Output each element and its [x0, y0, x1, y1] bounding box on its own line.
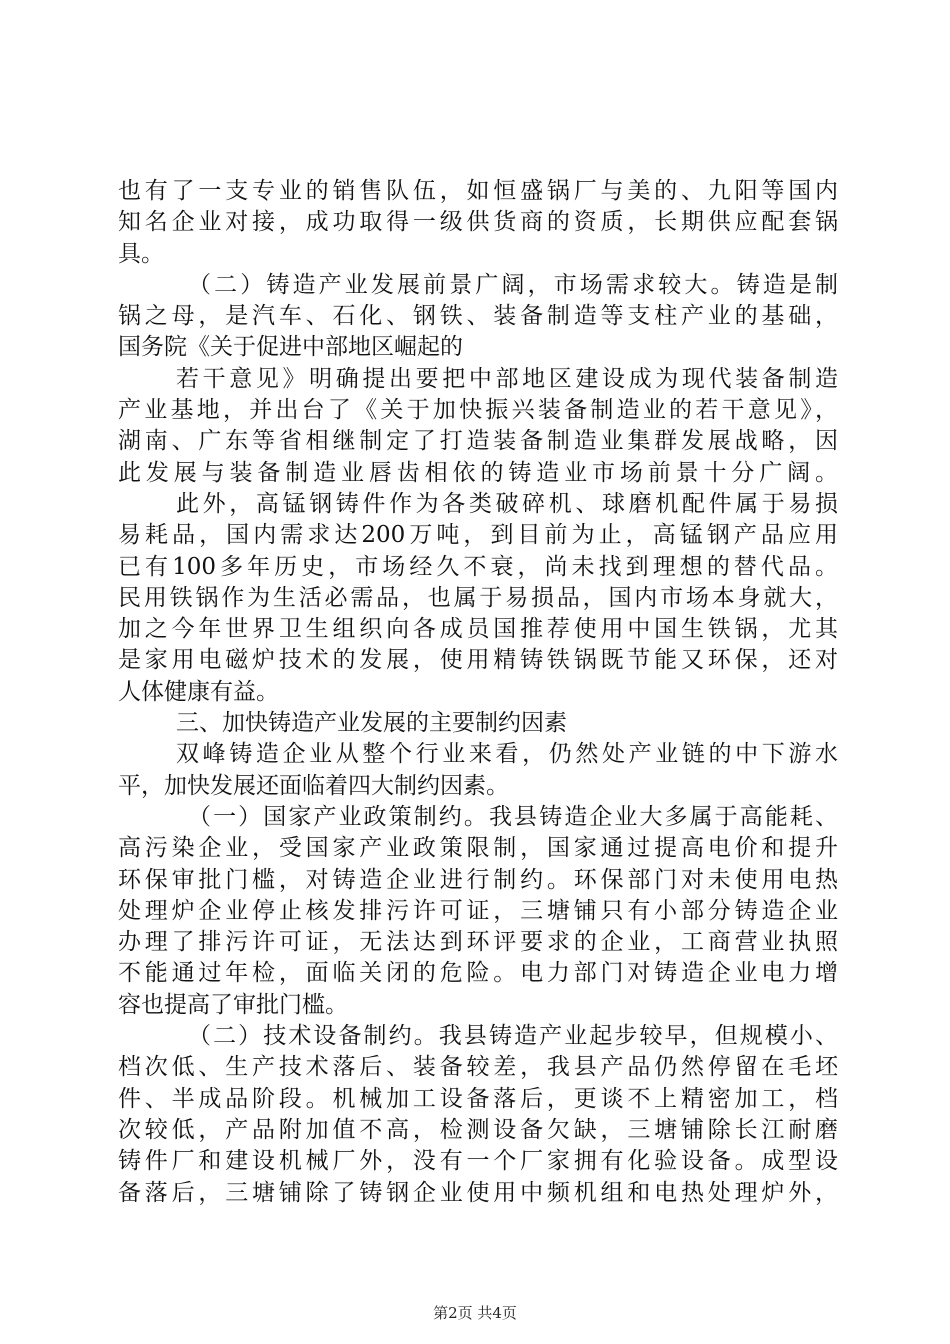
- paragraph-start-line: 双峰铸造企业从整个行业来看，仍然处产业链的中下游水: [176, 741, 838, 768]
- text-line: 加之今年世界卫生组织向各成员国推荐使用中国生铁锅，尤其: [118, 616, 838, 643]
- text-line: 件、半成品阶段。机械加工设备落后，更谈不上精密加工，档: [118, 1085, 838, 1112]
- text-line: 已有100多年历史，市场经久不衰，尚未找到理想的替代品。: [118, 553, 838, 580]
- text-line: 容也提高了审批门槛。: [118, 991, 348, 1018]
- page-footer: 第2页 共4页: [433, 1304, 517, 1322]
- paragraph-start-line: 此外，高锰钢铸件作为各类破碎机、球磨机配件属于易损: [176, 490, 838, 517]
- paragraph-start-line: （一）国家产业政策制约。我县铸造企业大多属于高能耗、: [188, 803, 838, 830]
- text-line: 高污染企业，受国家产业政策限制，国家通过提高电价和提升: [118, 835, 838, 862]
- paragraph-start-line: （二）铸造产业发展前景广阔，市场需求较大。铸造是制: [188, 271, 838, 298]
- text-line: 国务院《关于促进中部地区崛起的: [118, 334, 463, 361]
- text-line: 人体健康有益。: [118, 678, 279, 705]
- text-line: 处理炉企业停止核发排污许可证，三塘铺只有小部分铸造企业: [118, 897, 838, 924]
- text-line: 环保审批门槛，对铸造企业进行制约。环保部门对未使用电热: [118, 866, 838, 893]
- text-line: 民用铁锅作为生活必需品，也属于易损品，国内市场本身就大，: [118, 584, 838, 611]
- text-line: 易耗品，国内需求达200万吨，到目前为止，高锰钢产品应用: [118, 522, 838, 549]
- text-line: 是家用电磁炉技术的发展，使用精铸铁锅既节能又环保，还对: [118, 647, 838, 674]
- section-heading: 三、加快铸造产业发展的主要制约因素: [176, 710, 567, 737]
- text-line: 办理了排污许可证，无法达到环评要求的企业，工商营业执照: [118, 929, 838, 956]
- text-line: 湖南、广东等省相继制定了打造装备制造业集群发展战略，因: [118, 428, 838, 455]
- text-line: 平，加快发展还面临着四大制约因素。: [118, 772, 509, 799]
- text-line: 知名企业对接，成功取得一级供货商的资质，长期供应配套锅: [118, 209, 838, 236]
- text-line: 具。: [118, 240, 164, 267]
- text-line: 此发展与装备制造业唇齿相依的铸造业市场前景十分广阔。: [118, 459, 838, 486]
- text-line: 次较低，产品附加值不高，检测设备欠缺，三塘铺除长江耐磨: [118, 1116, 838, 1143]
- text-line: 也有了一支专业的销售队伍，如恒盛锅厂与美的、九阳等国内: [118, 178, 838, 204]
- text-line: 锅之母，是汽车、石化、钢铁、装备制造等支柱产业的基础，: [118, 303, 838, 330]
- paragraph-start-line: （二）技术设备制约。我县铸造产业起步较早，但规模小、: [188, 1023, 838, 1050]
- text-line: 铸件厂和建设机械厂外，没有一个厂家拥有化验设备。成型设: [118, 1148, 838, 1175]
- text-line: 档次低、生产技术落后、装备较差，我县产品仍然停留在毛坯: [118, 1054, 838, 1081]
- text-line: 不能通过年检，面临关闭的危险。电力部门对铸造企业电力增: [118, 960, 838, 987]
- paragraph-start-line: 若干意见》明确提出要把中部地区建设成为现代装备制造: [176, 365, 838, 392]
- text-line: 产业基地，并出台了《关于加快振兴装备制造业的若干意见》，: [118, 397, 838, 424]
- text-line: 备落后，三塘铺除了铸钢企业使用中频机组和电热处理炉外，: [118, 1179, 838, 1206]
- document-body: [118, 176, 838, 1209]
